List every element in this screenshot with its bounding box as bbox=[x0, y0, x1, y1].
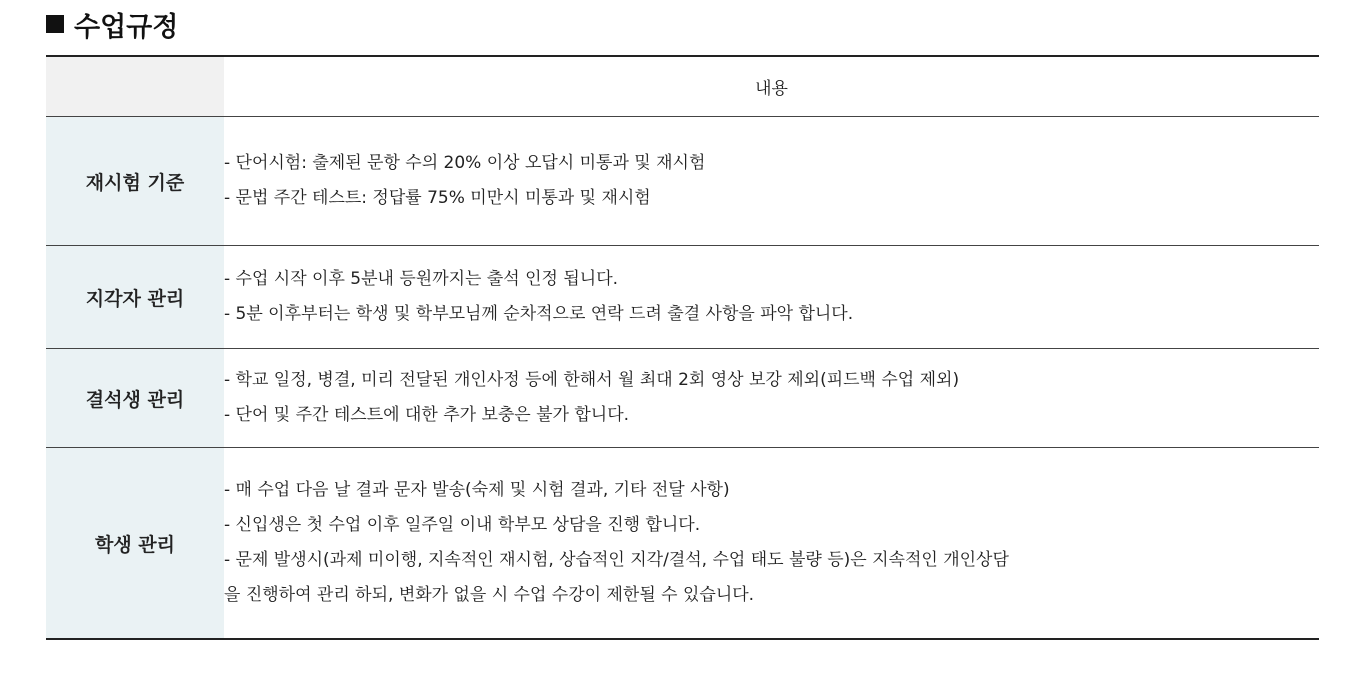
header-content-cell: 내용 bbox=[224, 56, 1319, 117]
table-row bbox=[46, 117, 1319, 246]
table-row bbox=[46, 448, 1319, 640]
rule-line: - 단어시험: 출제된 문항 수의 20% 이상 오답시 미통과 및 재시험 bbox=[224, 153, 706, 173]
rule-line: 을 진행하여 관리 하되, 변화가 없을 시 수업 수강이 제한될 수 있습니다. bbox=[224, 585, 755, 605]
table-row bbox=[46, 349, 1319, 448]
rule-line: - 단어 및 주간 테스트에 대한 추가 보충은 불가 합니다. bbox=[224, 405, 630, 425]
rule-line: - 학교 일정, 병결, 미리 전달된 개인사정 등에 한해서 월 최대 2회 영상 보강 제외(피드백 수업 제외) bbox=[224, 370, 960, 390]
table-row bbox=[46, 246, 1319, 349]
rule-line: - 문법 주간 테스트: 정답률 75% 미만시 미통과 및 재시험 bbox=[224, 188, 651, 208]
page-title bbox=[46, 4, 178, 44]
square-bullet-icon bbox=[46, 15, 64, 33]
row-label-student: 학생 관리 bbox=[46, 448, 224, 640]
rule-line: - 신입생은 첫 수업 이후 일주일 이내 학부모 상담을 진행 합니다. bbox=[224, 515, 701, 535]
row-content-retest bbox=[224, 117, 1319, 246]
rule-line: - 수업 시작 이후 5분내 등원까지는 출석 인정 됩니다. bbox=[224, 269, 619, 289]
rule-line: - 문제 발생시(과제 미이행, 지속적인 재시험, 상습적인 지각/결석, 수업 태도 불량 등)은 지속적인 개인상담 bbox=[224, 550, 1009, 570]
page-title-text: 수업규정 bbox=[74, 11, 179, 43]
rule-line: - 5분 이후부터는 학생 및 학부모님께 순차적으로 연락 드려 출결 사항을 파악 합니다. bbox=[224, 304, 854, 324]
row-content-late bbox=[224, 246, 1319, 349]
header-category-cell bbox=[46, 56, 224, 117]
rule-line: - 매 수업 다음 날 결과 문자 발송(숙제 및 시험 결과, 기타 전달 사항) bbox=[224, 480, 730, 500]
row-content-absence bbox=[224, 349, 1319, 448]
row-content-student bbox=[224, 448, 1319, 640]
table-header-row bbox=[46, 56, 1319, 117]
row-label-late: 지각자 관리 bbox=[46, 246, 224, 349]
class-rules-table bbox=[46, 55, 1319, 640]
row-label-absence: 결석생 관리 bbox=[46, 349, 224, 448]
row-label-retest: 재시험 기준 bbox=[46, 117, 224, 246]
